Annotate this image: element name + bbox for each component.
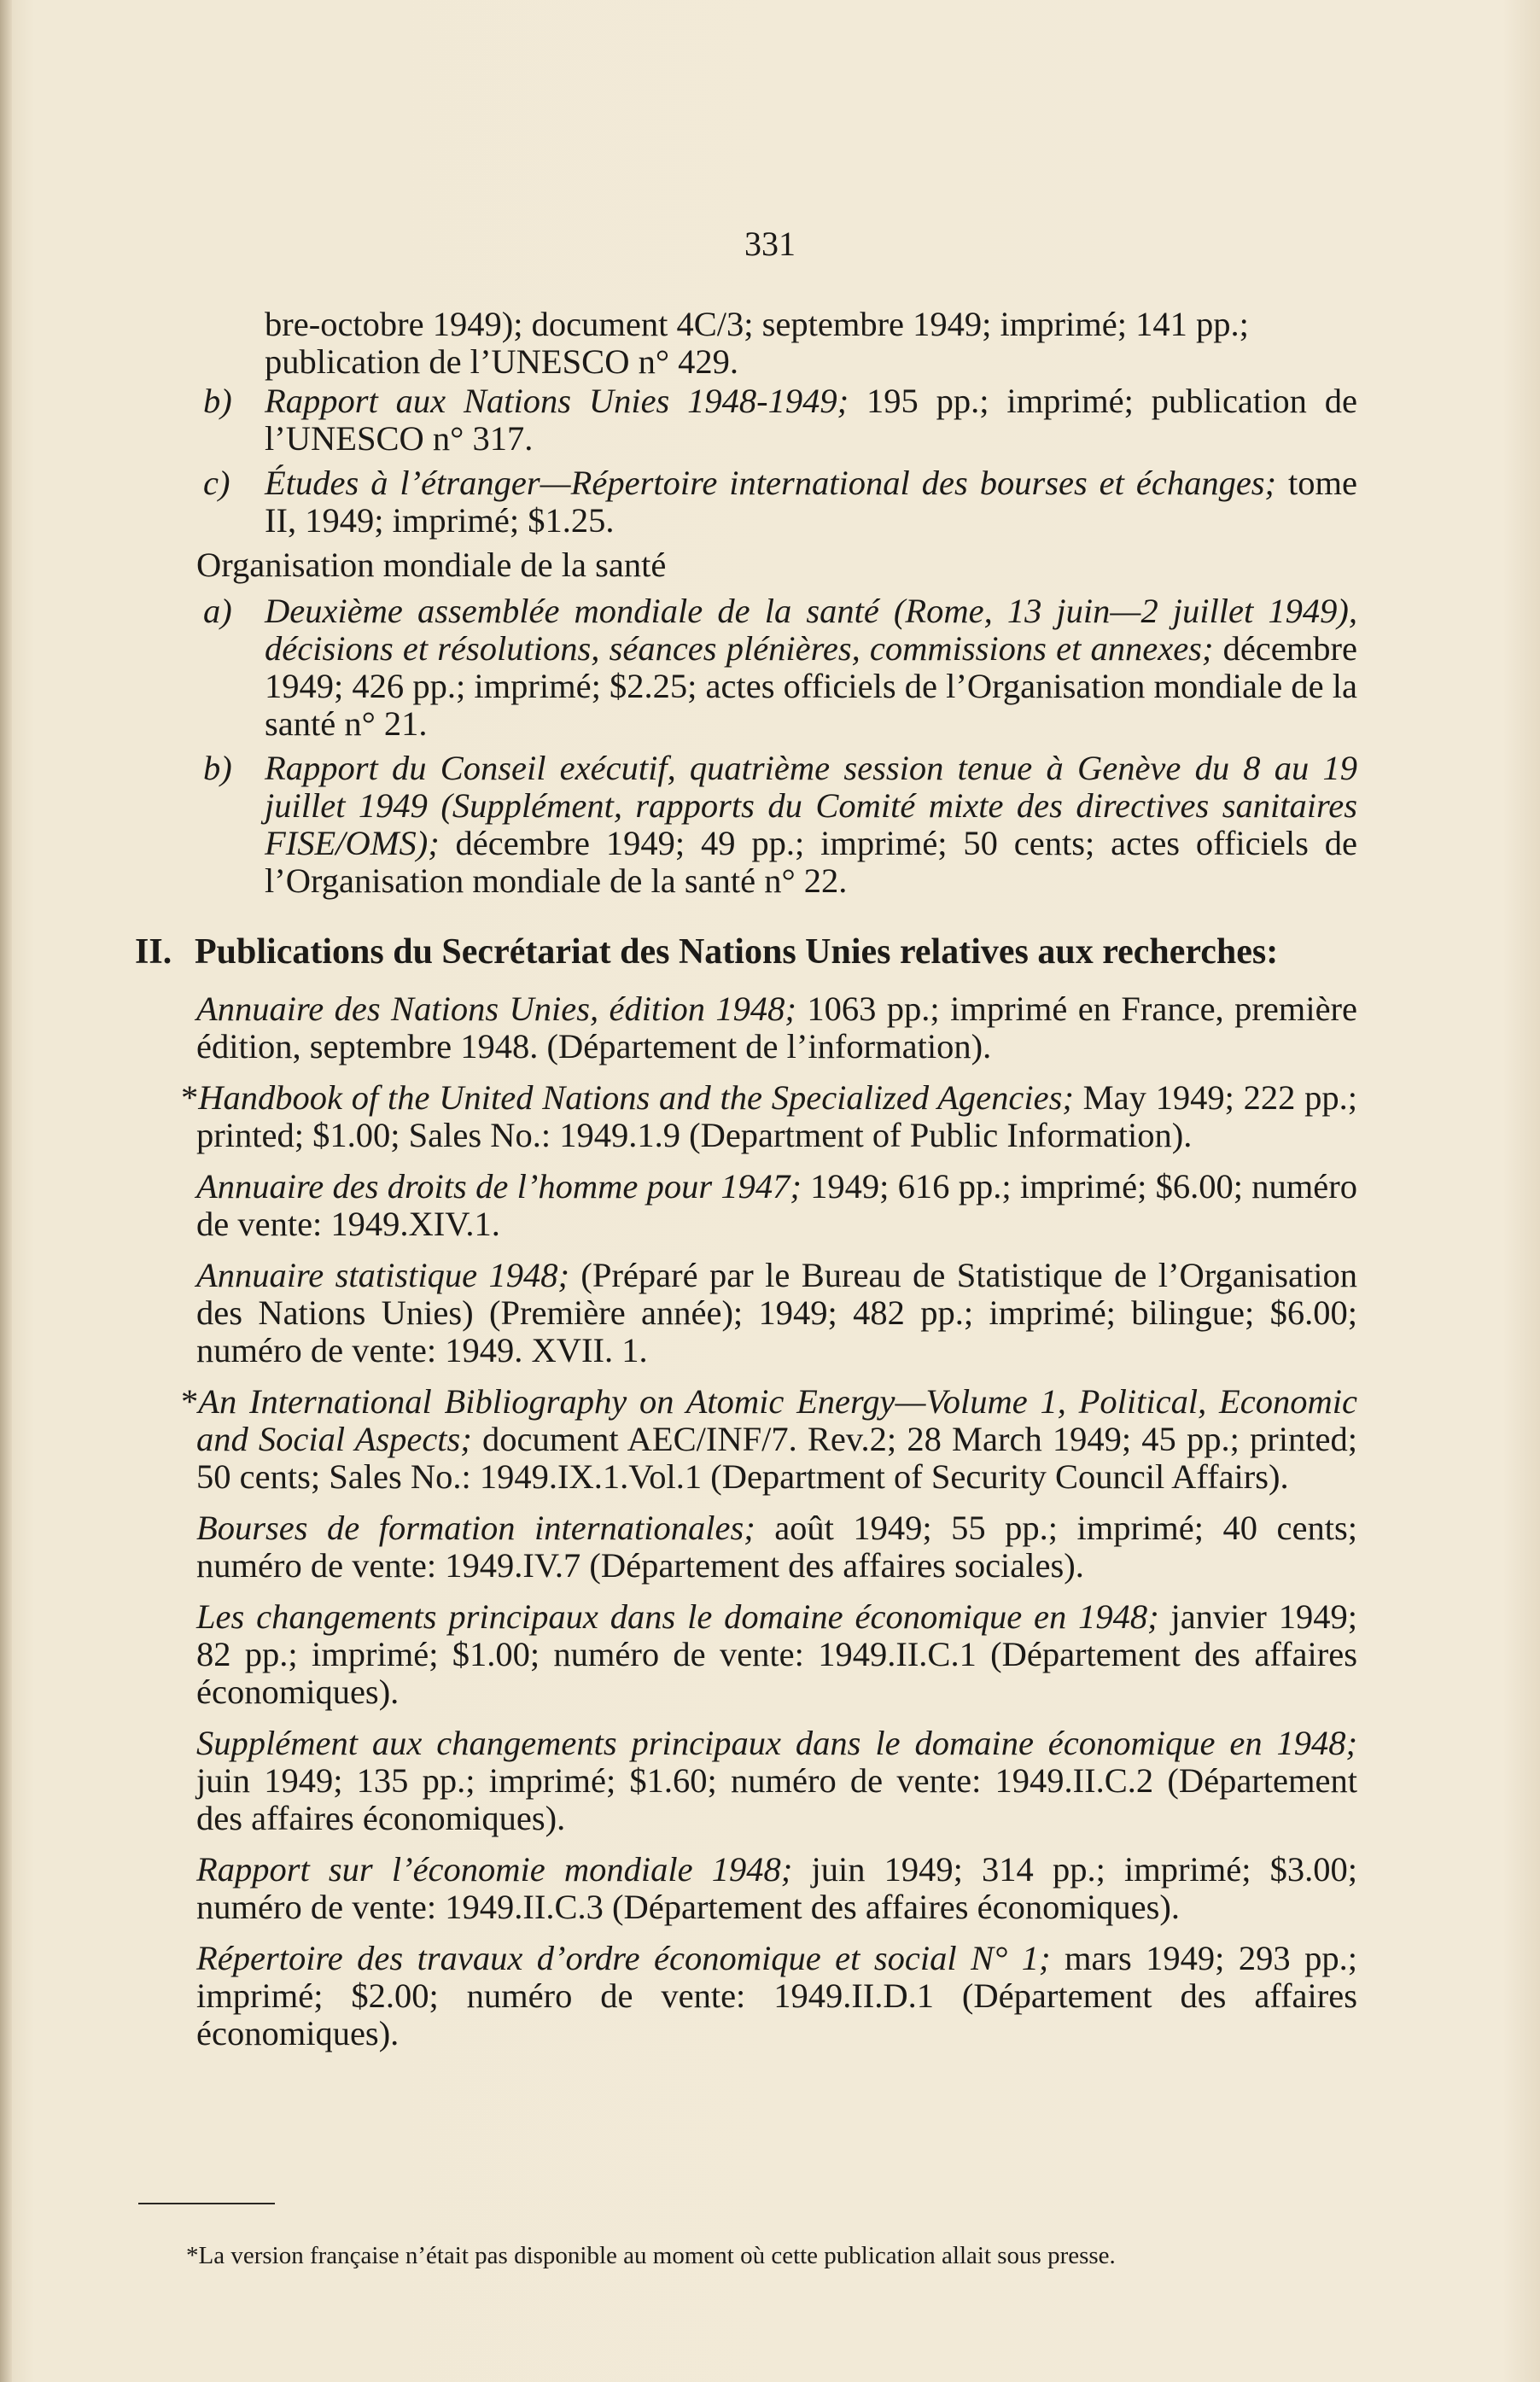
item-label: c) — [203, 464, 230, 502]
publication-entry — [196, 1851, 1357, 1926]
item-title: Études à l’étranger—Répertoire international des bourses et échanges; — [265, 464, 1277, 502]
organization-heading: Organisation mondiale de la santé — [196, 546, 667, 584]
item-text — [265, 464, 1357, 540]
list-item — [196, 382, 1357, 458]
continuation-paragraph: bre-octobre 1949); document 4C/3; septembre 1949; imprimé; 141 pp.; publication de l’UNESCO n° 429. — [265, 305, 1249, 381]
footnote: *La version française n’était pas disponible au moment où cette publication allait sous presse. — [186, 2242, 1116, 2269]
entry-star: * — [181, 1382, 199, 1421]
entry-details: janvier 1949; 82 pp.; imprimé; $1.00; numéro de vente: 1949.II.C.1 (Département des affaires économiques). — [196, 1597, 1357, 1711]
entry-details: 1063 pp.; imprimé en France, première édition, septembre 1948. (Département de l’information). — [196, 990, 1358, 1065]
publication-entry — [181, 1078, 1357, 1154]
unesco-items — [196, 382, 1357, 540]
entry-details: juin 1949; 314 pp.; imprimé; $3.00; numéro de vente: 1949.II.C.3 (Département des affaires économiques). — [196, 1850, 1357, 1926]
text-column — [135, 305, 1358, 2066]
footnote-rule — [138, 2203, 275, 2204]
publication-entry — [196, 1257, 1357, 1369]
publication-entry — [196, 990, 1357, 1065]
publication-entry — [181, 1382, 1357, 1496]
section-number: II. — [135, 932, 172, 972]
entry-title: Handbook of the United Nations and the Specialized Agencies; — [198, 1078, 1074, 1117]
who-items — [196, 593, 1357, 900]
page-edge-shadow — [0, 0, 12, 2382]
section-heading — [135, 932, 1357, 972]
entry-title: Bourses de formation internationales; — [196, 1509, 755, 1547]
entry-title: Annuaire des Nations Unies, édition 1948; — [196, 990, 796, 1028]
item-title: Deuxième assemblée mondiale de la santé (Rome, 13 juin—2 juillet 1949), décisions et résolutions, séances plénières, commissions et annexes; — [265, 592, 1357, 668]
entry-title: Les changements principaux dans le domaine économique en 1948; — [196, 1597, 1159, 1636]
list-item — [196, 464, 1357, 540]
publication-entry — [196, 1509, 1357, 1585]
entry-title: Annuaire statistique 1948; — [196, 1256, 570, 1294]
entry-details: (Préparé par le Bureau de Statistique de l’Organisation des Nations Unies) (Première année); 1949; 482 pp.; imprimé; bilingue; $6.00; numéro de vente: 1949. XVII. 1. — [196, 1256, 1357, 1369]
item-details: décembre 1949; 49 pp.; imprimé; 50 cents; actes officiels de l’Organisation mondiale de la santé n° 22. — [265, 824, 1357, 900]
entry-title: Supplément aux changements principaux dans le domaine économique en 1948; — [196, 1724, 1357, 1762]
section-title: Publications du Secrétariat des Nations Unies relatives aux recherches: — [195, 932, 1279, 972]
entry-details: août 1949; 55 pp.; imprimé; 40 cents; numéro de vente: 1949.IV.7 (Département des affaires sociales). — [196, 1509, 1357, 1585]
publication-entries — [181, 990, 1358, 2052]
entry-title: Annuaire des droits de l’homme pour 1947; — [196, 1167, 802, 1206]
entry-details: 1949; 616 pp.; imprimé; $6.00; numéro de vente: 1949.XIV.1. — [196, 1167, 1357, 1243]
item-text — [265, 750, 1357, 900]
entry-details: juin 1949; 135 pp.; imprimé; $1.60; numéro de vente: 1949.II.C.2 (Département des affaires économiques). — [196, 1761, 1357, 1837]
publication-entry — [196, 1940, 1357, 2052]
entry-title: An International Bibliography on Atomic Energy—Volume 1, Political, Economic and Social Aspects; — [196, 1382, 1357, 1458]
entry-title: Rapport sur l’économie mondiale 1948; — [196, 1850, 793, 1889]
item-title: Rapport du Conseil exécutif, quatrième session tenue à Genève du 8 au 19 juillet 1949 (Supplément, rapports du Comité mixte des directives sanitaires FISE/OMS); — [265, 749, 1357, 862]
list-item — [196, 593, 1357, 743]
entry-title: Répertoire des travaux d’ordre économique et social N° 1; — [196, 1939, 1051, 1977]
item-title: Rapport aux Nations Unies 1948-1949; — [265, 382, 849, 420]
item-label: a) — [203, 592, 232, 630]
publication-entry — [196, 1168, 1357, 1243]
item-text — [265, 382, 1357, 458]
entry-details: document AEC/INF/7. Rev.2; 28 March 1949; 45 pp.; printed; 50 cents; Sales No.: 1949.IX.1.Vol.1 (Department of Security Council Affairs). — [196, 1420, 1357, 1496]
publication-entry — [196, 1598, 1357, 1711]
item-text — [265, 593, 1357, 743]
item-details: tome II, 1949; imprimé; $1.25. — [265, 464, 1357, 540]
entry-star: * — [181, 1078, 199, 1117]
item-details: décembre 1949; 426 pp.; imprimé; $2.25; actes officiels de l’Organisation mondiale de la santé n° 21. — [265, 629, 1357, 743]
entry-details: mars 1949; 293 pp.; imprimé; $2.00; numéro de vente: 1949.II.D.1 (Département des affaires économiques). — [196, 1939, 1357, 2052]
entry-details: May 1949; 222 pp.; printed; $1.00; Sales No.: 1949.1.9 (Department of Public Information). — [196, 1078, 1357, 1154]
item-label: b) — [203, 382, 232, 420]
item-details: 195 pp.; imprimé; publication de l’UNESCO n° 317. — [265, 382, 1357, 458]
item-label: b) — [203, 749, 232, 787]
page-number: 331 — [744, 225, 796, 263]
publication-entry — [196, 1725, 1357, 1837]
list-item — [196, 750, 1357, 900]
